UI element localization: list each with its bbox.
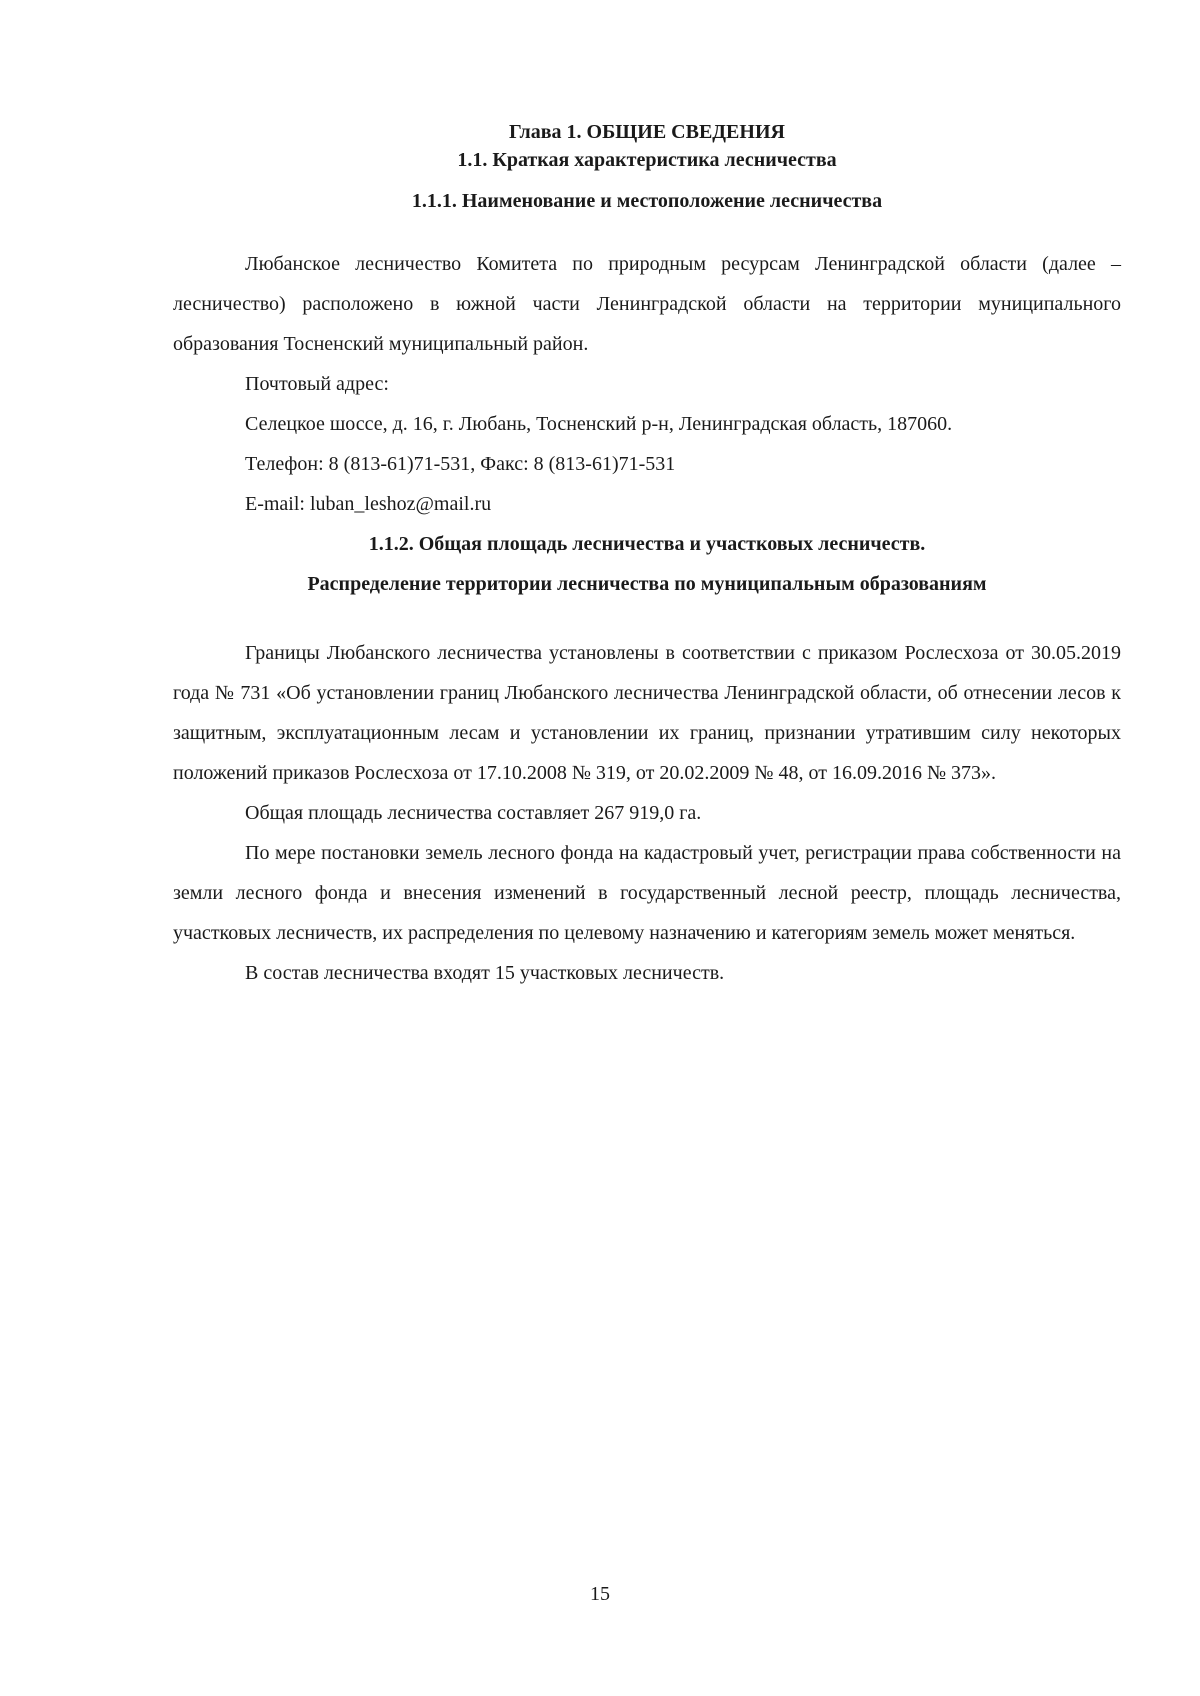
subsection-heading-1-1-1: 1.1.1. Наименование и местоположение лесничества — [411, 190, 883, 212]
borders-paragraph: Границы Любанского лесничества установлены в соответствии с приказом Рослесхоза от 30.05.2019 года № 731 «Об установлении границ Любанского лесничества Ленинградской области, об отнесении лесов к защитным, эксплуатационным лесам и установлении их границ, признании утратившим силу некоторых положений приказов Рослесхоза от 17.10.2008 № 319, от 20.02.2009 № 48, от 16.09.2016 № 373». — [173, 642, 1121, 784]
page-content — [173, 118, 1121, 993]
subsection-heading-1-1-2-line1: 1.1.2. Общая площадь лесничества и участковых лесничеств. — [368, 533, 926, 555]
phone-fax: Телефон: 8 (813-61)71-531, Факс: 8 (813-61)71-531 — [245, 453, 676, 475]
page-number: 15 — [590, 1583, 610, 1605]
composition-paragraph: В состав лесничества входят 15 участковых лесничеств. — [245, 962, 725, 984]
total-area-paragraph: Общая площадь лесничества составляет 267 919,0 га. — [245, 802, 702, 824]
section-heading: 1.1. Краткая характеристика лесничества — [457, 149, 837, 171]
location-paragraph: Любанское лесничество Комитета по природным ресурсам Ленинградской области (далее – лесничество) расположено в южной части Ленинградской области на территории муниципального образования Тосненский муниципальный район. — [173, 253, 1121, 355]
spacer — [173, 604, 1121, 633]
email-line: E-mail: luban_leshoz@mail.ru — [245, 493, 492, 515]
postal-address: Селецкое шоссе, д. 16, г. Любань, Тосненский р-н, Ленинградская область, 187060. — [245, 413, 953, 435]
chapter-heading: Глава 1. ОБЩИЕ СВЕДЕНИЯ — [509, 121, 785, 143]
subsection-heading-1-1-2-line2: Распределение территории лесничества по муниципальным образованиям — [307, 573, 987, 595]
postal-label: Почтовый адрес: — [245, 373, 389, 395]
registration-paragraph: По мере постановки земель лесного фонда на кадастровый учет, регистрации права собственности на земли лесного фонда и внесения изменений в государственный лесной реестр, площадь лесничества, участковых лесничеств, их распределения по целевому назначению и категориям земель может меняться. — [173, 842, 1121, 944]
